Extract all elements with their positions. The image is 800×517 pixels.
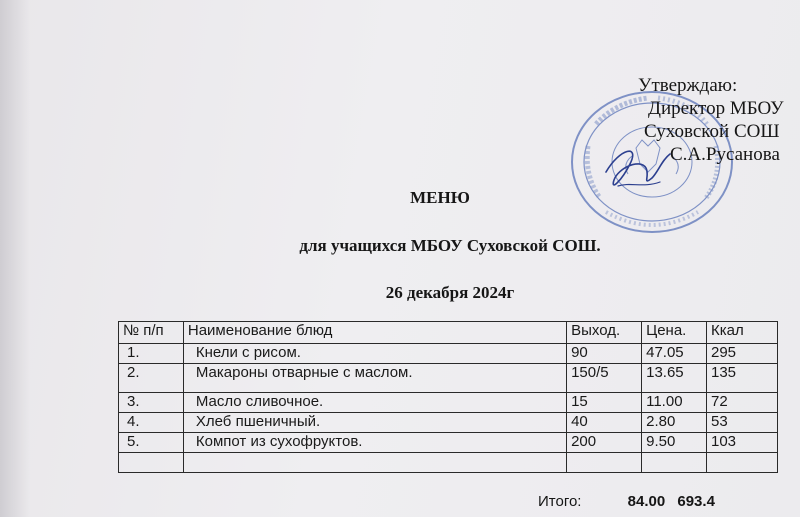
row-kcal: 295 (706, 344, 777, 364)
total-label: Итого: (538, 493, 582, 510)
row-name: Компот из сухофруктов. (183, 433, 566, 453)
table-row (119, 344, 778, 364)
table-row (119, 413, 778, 433)
row-output: 15 (567, 393, 642, 413)
row-kcal: 135 (706, 364, 777, 393)
table-row-empty (119, 453, 778, 473)
row-price: 13.65 (642, 364, 707, 393)
paper-edge-shadow (0, 0, 30, 517)
table-row (119, 364, 778, 393)
row-price: 2.80 (642, 413, 707, 433)
header-name: Наименование блюд (183, 322, 566, 344)
empty-cell (706, 453, 777, 473)
row-kcal: 72 (706, 393, 777, 413)
total-line (538, 493, 715, 510)
row-num: 5. (119, 433, 184, 453)
row-num: 2. (119, 364, 184, 393)
header-kcal: Ккал (706, 322, 777, 344)
row-name: Макароны отварные с маслом. (183, 364, 566, 393)
total-kcal: 693.4 (677, 493, 715, 510)
row-price: 47.05 (642, 344, 707, 364)
empty-cell (183, 453, 566, 473)
approval-block (628, 74, 798, 166)
document-date: 26 декабря 2024г (385, 283, 515, 302)
table-header-row (119, 322, 778, 344)
row-name: Масло сливочное. (183, 393, 566, 413)
row-kcal: 53 (706, 413, 777, 433)
row-kcal: 103 (706, 433, 777, 453)
approval-director-name: С.А.Русанова (670, 144, 780, 165)
row-output: 150/5 (567, 364, 642, 393)
row-num: 3. (119, 393, 184, 413)
header-output: Выход. (567, 322, 642, 344)
header-price: Цена. (642, 322, 707, 344)
row-output: 90 (567, 344, 642, 364)
empty-cell (567, 453, 642, 473)
row-output: 40 (567, 413, 642, 433)
menu-table (118, 321, 778, 473)
table-row (119, 393, 778, 413)
approval-heading: Утверждаю: (638, 75, 738, 96)
row-name: Хлеб пшеничный. (183, 413, 566, 433)
document-title: МЕНЮ (410, 188, 470, 207)
row-price: 9.50 (642, 433, 707, 453)
empty-cell (642, 453, 707, 473)
header-num: № п/п (119, 322, 184, 344)
document-subtitle: для учащихся МБОУ Суховской СОШ. (299, 236, 601, 255)
table-row (119, 433, 778, 453)
total-sum: 84.00 (627, 493, 666, 510)
approval-school: Суховской СОШ (644, 121, 780, 142)
row-num: 4. (119, 413, 184, 433)
row-output: 200 (567, 433, 642, 453)
row-name: Кнели с рисом. (183, 344, 566, 364)
approval-position: Директор МБОУ (648, 98, 784, 119)
empty-cell (119, 453, 184, 473)
row-num: 1. (119, 344, 184, 364)
row-price: 11.00 (642, 393, 707, 413)
